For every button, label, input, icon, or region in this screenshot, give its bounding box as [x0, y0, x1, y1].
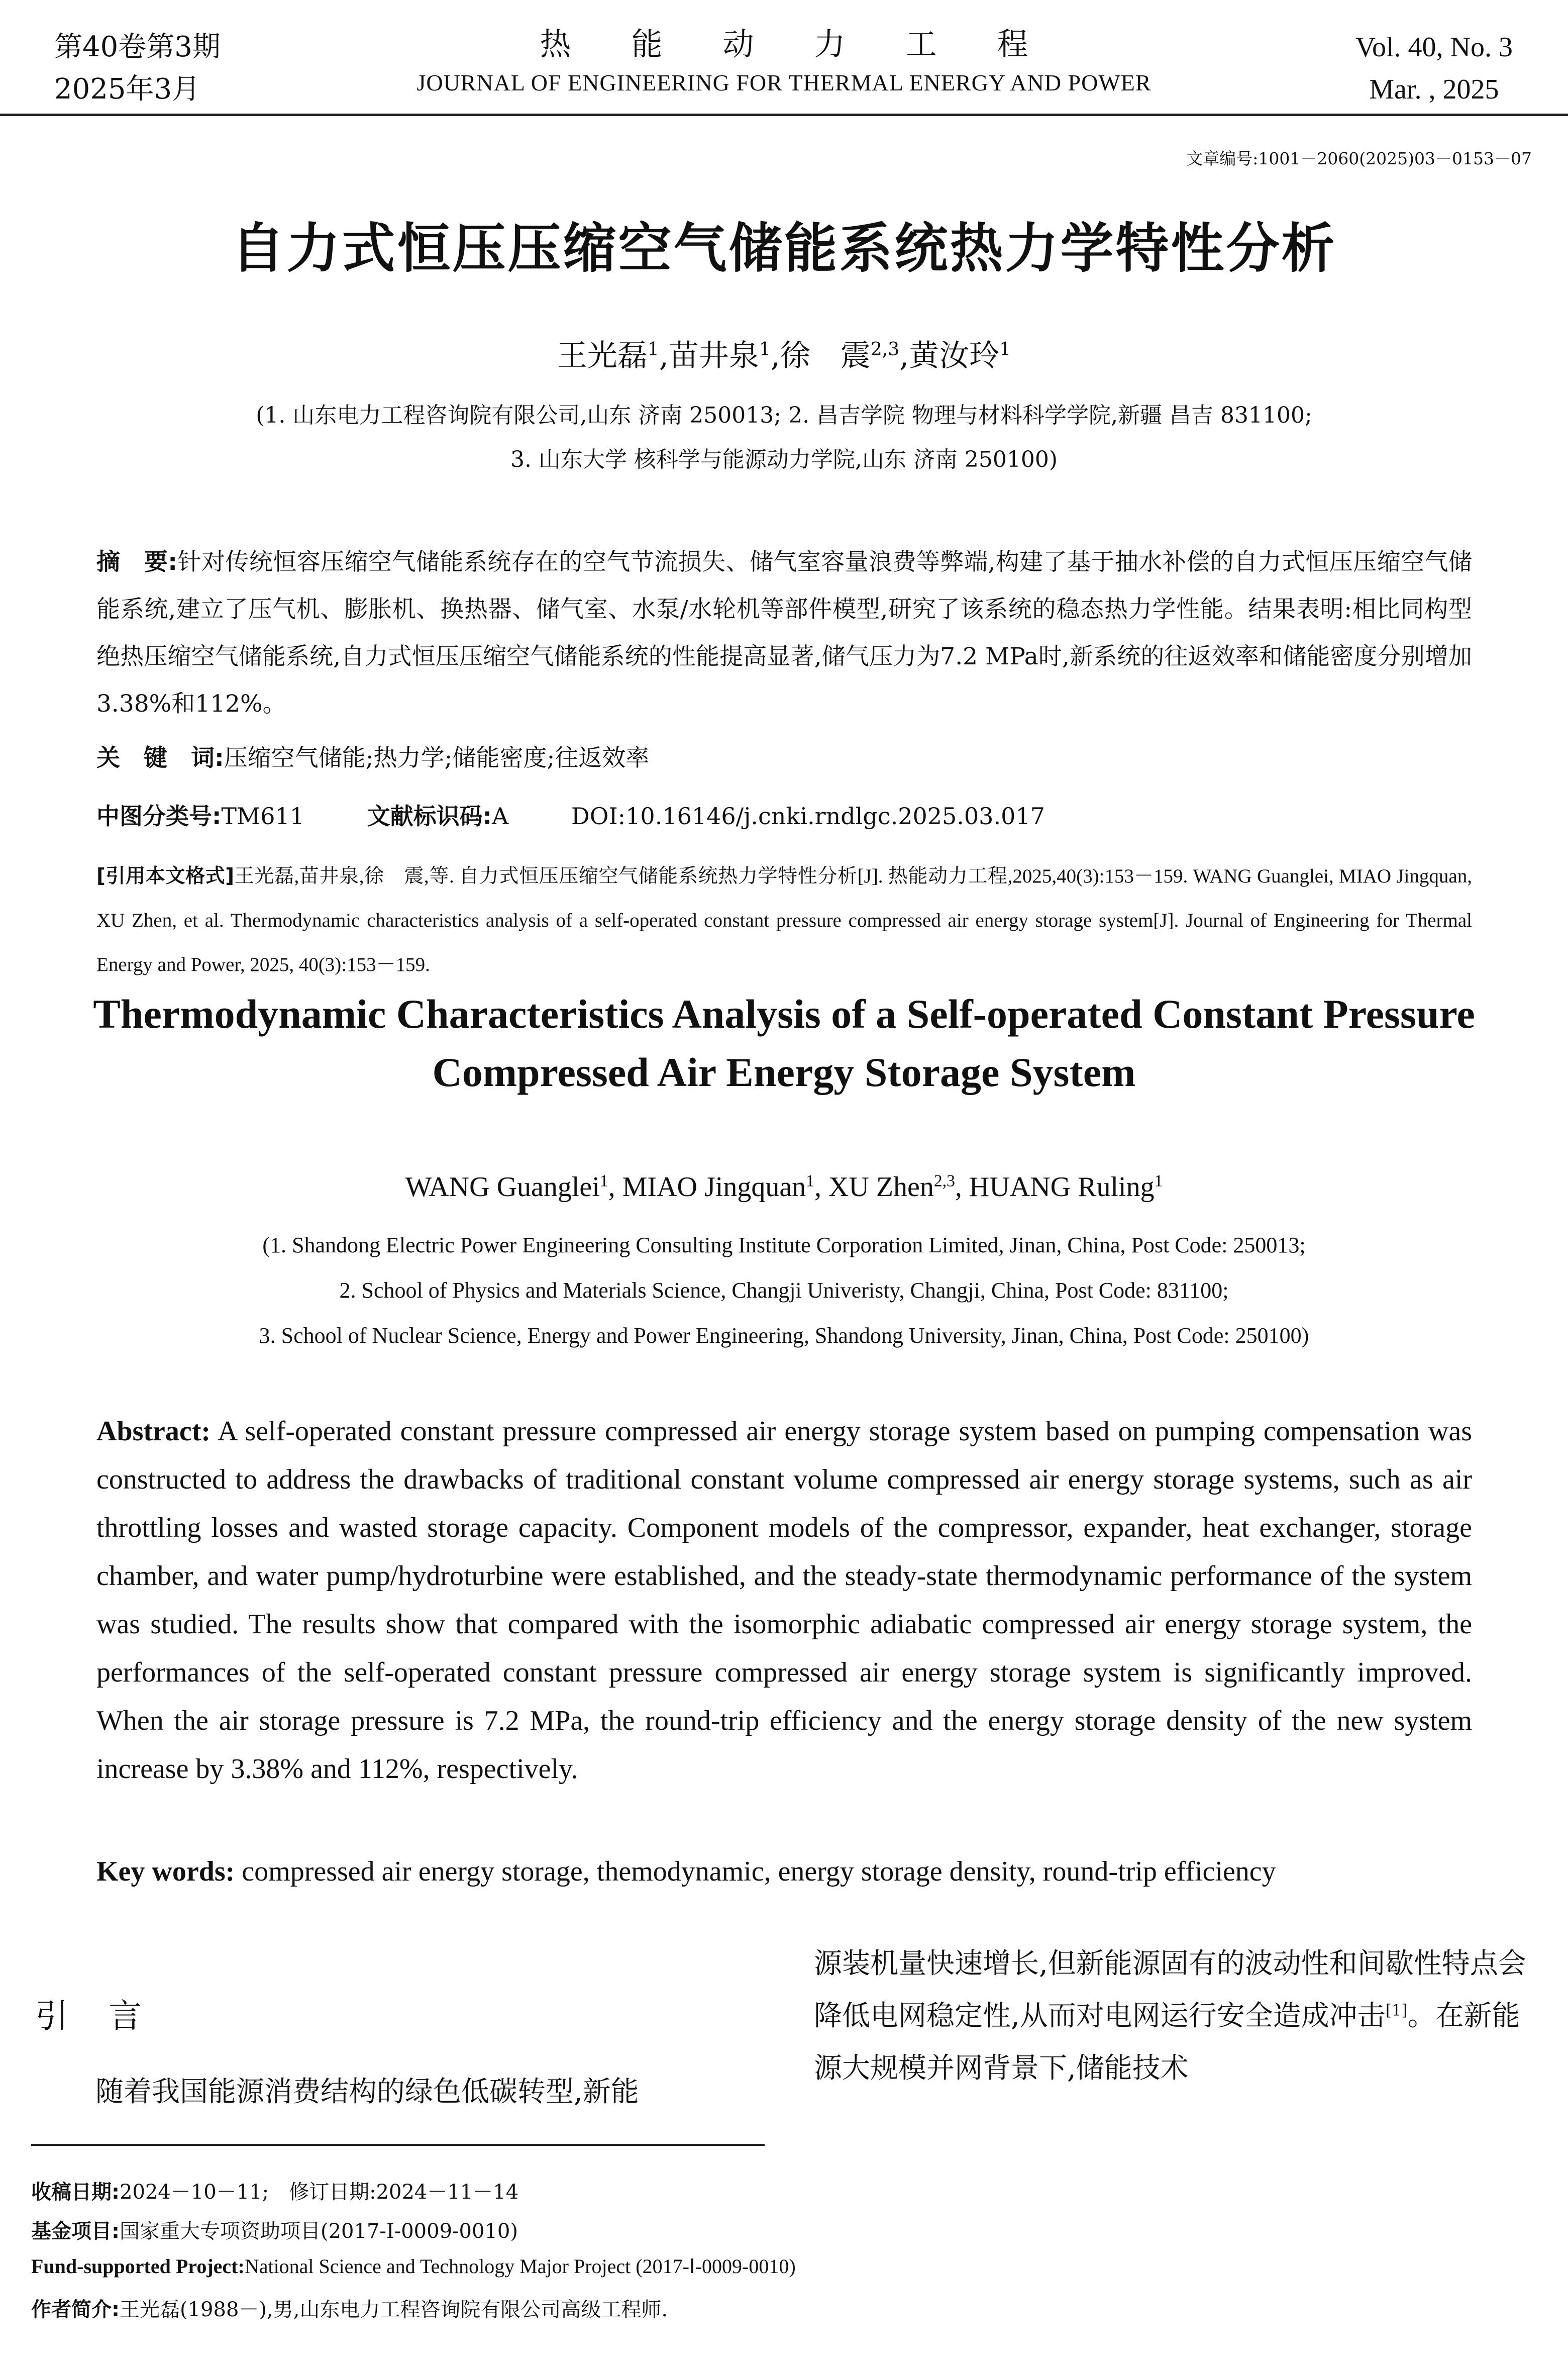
footnote-text: 王光磊(1988－),男,山东电力工程咨询院有限公司高级工程师.: [120, 2298, 668, 2321]
intro-right-column: [814, 1938, 1537, 2095]
authors-en: WANG Guanglei$^1$, MIAO Jingquan$^1$, XU Zhen$^{2,3}$, HUANG Ruling$^1$: [405, 1171, 1163, 1203]
author-en: HUANG Ruling: [969, 1171, 1155, 1203]
author-cn: 王光磊: [557, 338, 648, 373]
keywords-en: [96, 1847, 1472, 1896]
affiliation-cn-line: 3. 山东大学 核科学与能源动力学院,山东 济南 250100): [510, 447, 1058, 472]
author-en: MIAO Jingquan: [622, 1171, 806, 1203]
header-center: [0, 23, 1568, 101]
doc-code-label: 文献标识码:: [367, 803, 492, 830]
author-cn: 黄汝玲: [909, 338, 1000, 373]
footnote-received: [31, 2176, 518, 2205]
abstract-cn-label: 摘 要:: [96, 548, 178, 576]
keywords-cn: [96, 735, 1472, 782]
section-heading-introduction: 引言: [35, 1997, 182, 2035]
citation-label: [引用本文格式]: [96, 865, 235, 888]
affiliation-cn-line: (1. 山东电力工程咨询院有限公司,山东 济南 250013; 2. 昌吉学院 物理与材料科学学院,新疆 昌吉 831100;: [256, 403, 1312, 428]
citation-ref: [1]: [1385, 2001, 1408, 2020]
article-number: 文章编号:1001－2060(2025)03－0153－07: [1186, 149, 1532, 168]
author-affil-mark: 1: [599, 1171, 608, 1191]
footnote-label: 作者简介:: [31, 2298, 120, 2321]
footnote-label: 收稿日期:: [31, 2181, 120, 2204]
author-en: XU Zhen: [828, 1171, 934, 1203]
keywords-cn-label: 关 键 词:: [96, 744, 224, 772]
intro-left-column: 随着我国能源消费结构的绿色低碳转型,新能: [95, 2076, 639, 2108]
abstract-en: [96, 1407, 1472, 1793]
author-affil-mark: 1: [999, 339, 1011, 360]
header-right: [1355, 26, 1513, 111]
date-en: Mar. , 2025: [1369, 74, 1499, 105]
journal-name-en: JOURNAL OF ENGINEERING FOR THERMAL ENERGY AND POWER: [416, 70, 1152, 95]
footnote-fund-cn: [31, 2215, 518, 2244]
title-en: [0, 985, 1568, 1102]
title-en-line: Thermodynamic Characteristics Analysis of a Self-operated Constant Pressure: [93, 991, 1475, 1037]
author-affil-mark: 1: [759, 339, 771, 360]
abstract-en-label: Abstract:: [96, 1416, 211, 1447]
author-en: WANG Guanglei: [405, 1171, 600, 1203]
footnote-text: National Science and Technology Major Project (2017-Ⅰ-0009-0010): [244, 2255, 796, 2278]
title-en-line: Compressed Air Energy Storage System: [432, 1049, 1136, 1095]
footnote-fund-en: [31, 2254, 796, 2278]
affiliation-en-line: (1. Shandong Electric Power Engineering Consulting Institute Corporation Limited, Jinan, China, Post Code: 250013;: [262, 1233, 1306, 1257]
classification-row: [96, 798, 1045, 831]
authors-cn: 王光磊$^1$,苗井泉$^1$,徐 震$^{2,3}$,黄汝玲$^1$: [557, 338, 1011, 373]
footnote-rule: [31, 2144, 765, 2146]
abstract-en-text: A self-operated constant pressure compressed air energy storage system based on pumping compensation was constructed to address the drawbacks of traditional constant volume compressed air energy storage systems, such as air throttling losses and wasted storage capacity. Component models of the compressor, expander, heat exchanger, storage chamber, and water pump/hydroturbine were established, and the steady-state thermodynamic performance of the system was studied. The results show that compared with the isomorphic adiabatic compressed air energy storage system, the performances of the self-operated constant pressure compressed air energy storage system is significantly improved. When the air storage pressure is 7.2 MPa, the round-trip efficiency and the energy storage density of the new system increase by 3.38% and 112%, respectively.: [96, 1416, 1472, 1785]
clc-label: 中图分类号:: [96, 803, 222, 830]
citation-text: 王光磊,苗井泉,徐 震,等. 自力式恒压压缩空气储能系统热力学特性分析[J]. 热能动力工程,2025,40(3):153－159. WANG Guanglei, MIAO Jingquan, XU Zhen, et al. Thermodynamic characteristics analysis of a self-operated constant pressure compressed air energy storage system[J]. Journal of Engineering for Thermal Energy and Power, 2025, 40(3):153－159.: [96, 865, 1472, 975]
citation-format: [96, 854, 1472, 987]
volume-cn: 第40卷第3期: [54, 31, 221, 63]
journal-header: [0, 0, 1568, 126]
keywords-en-text: compressed air energy storage, themodynamic, energy storage density, round-trip efficiency: [242, 1856, 1276, 1887]
author-cn: 苗井泉: [668, 338, 759, 373]
keywords-en-label: Key words:: [96, 1856, 235, 1887]
intro-right-text: 源装机量快速增长,但新能源固有的波动性和间歇性特点会降低电网稳定性,从而对电网运行安全造成冲击: [814, 1947, 1526, 2032]
volume-en: Vol. 40, No. 3: [1355, 32, 1513, 63]
footnote-label: 基金项目:: [31, 2220, 120, 2243]
intro-right-text-cont: 。在新能源大规模并网背景下,储能技术: [814, 2000, 1520, 2085]
title-cn: 自力式恒压压缩空气储能系统热力学特性分析: [231, 218, 1337, 279]
footnote-label: Fund-supported Project:: [31, 2255, 245, 2278]
doi-value: 10.16146/j.cnki.rndlgc.2025.03.017: [625, 803, 1045, 830]
date-cn: 2025年3月: [54, 73, 200, 106]
doc-code-value: A: [492, 803, 509, 830]
header-rule: [0, 114, 1568, 116]
author-cn: 徐 震: [780, 338, 871, 373]
doi-label: DOI:: [571, 803, 626, 830]
author-affil-mark: 1: [647, 339, 659, 360]
journal-name-cn: 热能动力工程: [540, 26, 1089, 62]
author-affil-mark: 1: [1154, 1171, 1163, 1191]
clc-value: TM611: [221, 803, 304, 830]
footnote-text: 国家重大专项资助项目(2017-Ⅰ-0009-0010): [120, 2220, 518, 2243]
affiliation-en-line: 2. School of Physics and Materials Science, Changji Univeristy, Changji, China, Post Code: 831100;: [339, 1278, 1229, 1303]
affiliation-en-line: 3. School of Nuclear Science, Energy and Power Engineering, Shandong University, Jinan, China, Post Code: 250100): [259, 1323, 1309, 1348]
keywords-cn-text: 压缩空气储能;热力学;储能密度;往返效率: [224, 744, 650, 772]
abstract-cn-text: 针对传统恒容压缩空气储能系统存在的空气节流损失、储气室容量浪费等弊端,构建了基于抽水补偿的自力式恒压压缩空气储能系统,建立了压气机、膨胀机、换热器、储气室、水泵/水轮机等部件模型,研究了该系统的稳态热力学性能。结果表明:相比同构型绝热压缩空气储能系统,自力式恒压压缩空气储能系统的性能提高显著,储气压力为7.2 MPa时,新系统的往返效率和储能密度分别增加3.38%和112%。: [96, 548, 1473, 718]
footnote-text: 2024－10－11; 修订日期:2024－11－14: [120, 2181, 519, 2204]
author-affil-mark: 2,3: [870, 339, 900, 360]
abstract-cn: [96, 539, 1472, 728]
author-affil-mark: 1: [806, 1171, 814, 1191]
footnote-author-bio: [31, 2294, 668, 2322]
author-affil-mark: 2,3: [933, 1171, 955, 1191]
